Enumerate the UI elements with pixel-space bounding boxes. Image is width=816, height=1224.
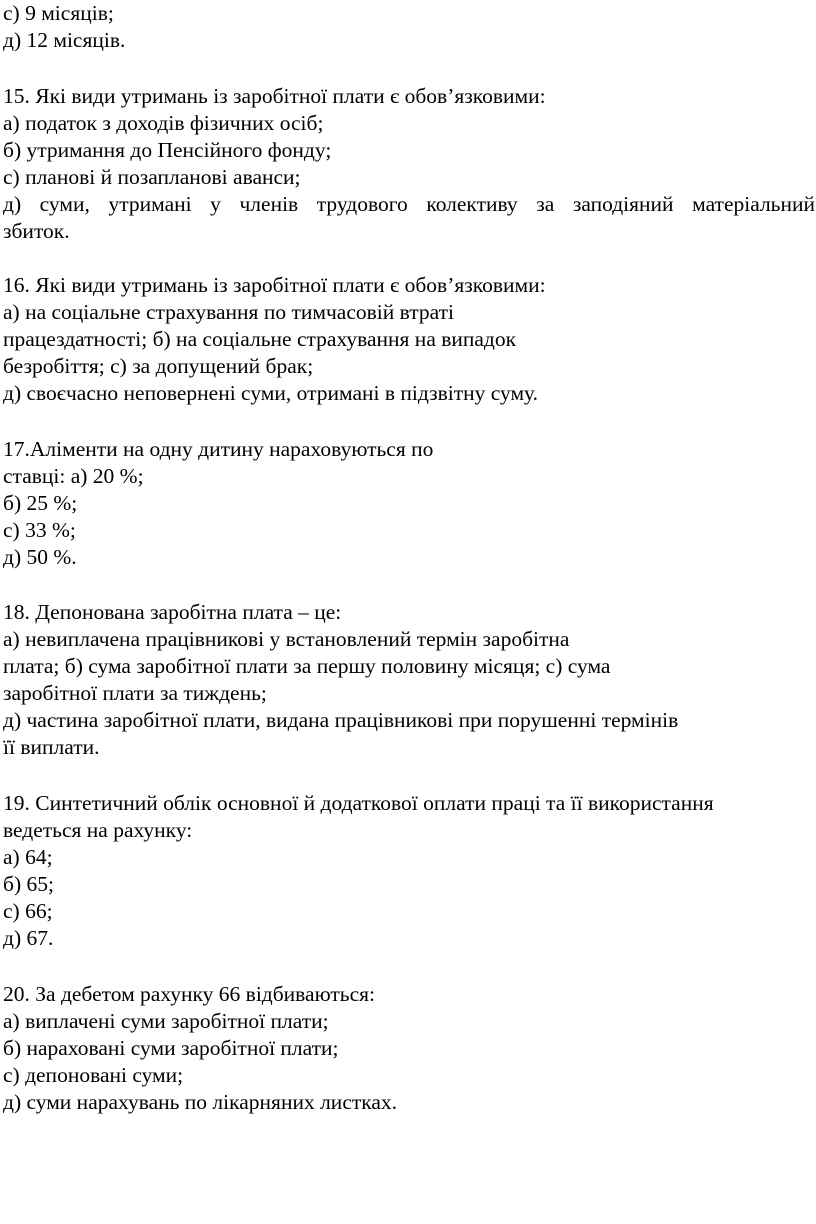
q19-option-d: д) 67.: [3, 926, 54, 950]
q14-option-c: с) 9 місяців;: [3, 1, 114, 25]
q20-option-d: д) суми нарахувань по лікарняних листках.: [3, 1090, 398, 1114]
q19-option-b: б) 65;: [3, 872, 54, 896]
q20-question: 20. За дебетом рахунку 66 відбиваються:: [3, 982, 375, 1006]
q20-option-b: б) нараховані суми заробітної плати;: [3, 1036, 339, 1060]
q18-question: 18. Депонована заробітна плата – це:: [3, 600, 342, 624]
q15-question: 15. Які види утримань із заробітної плати є обов’язковими:: [3, 84, 546, 108]
q17-option-d: д) 50 %.: [3, 545, 77, 569]
q20-option-c: с) депоновані суми;: [3, 1063, 184, 1087]
q18-line4: д) частина заробітної плати, видана працівникові при порушенні термінів: [3, 708, 679, 732]
q19-question-line2: ведеться на рахунку:: [3, 818, 193, 842]
q18-line2: плата; б) сума заробітної плати за першу половину місяця; с) сума: [3, 654, 611, 678]
q19-option-c: с) 66;: [3, 899, 53, 923]
q18-line3: заробітної плати за тиждень;: [3, 681, 267, 705]
q16-question: 16. Які види утримань із заробітної плати є обов’язковими:: [3, 273, 546, 297]
q15-option-a: а) податок з доходів фізичних осіб;: [3, 111, 324, 135]
q16-line4: д) своєчасно неповернені суми, отримані в підзвітну суму.: [3, 381, 539, 405]
q17-line1: ставці: а) 20 %;: [3, 464, 144, 488]
q19-option-a: а) 64;: [3, 845, 53, 869]
q15-option-c: с) планові й позапланові аванси;: [3, 165, 301, 189]
q15-option-b: б) утримання до Пенсійного фонду;: [3, 138, 332, 162]
q17-option-b: б) 25 %;: [3, 491, 78, 515]
q16-line1: а) на соціальне страхування по тимчасовій втраті: [3, 300, 454, 324]
q17-question: 17.Аліменти на одну дитину нараховуються по: [3, 437, 434, 461]
q15-option-d-line2: збиток.: [3, 219, 70, 243]
q19-question-line1: 19. Синтетичний облік основної й додаткової оплати праці та її використання: [3, 791, 714, 815]
q14-option-d: д) 12 місяців.: [3, 28, 126, 52]
q17-option-c: с) 33 %;: [3, 518, 76, 542]
q16-line2: працездатності; б) на соціальне страхування на випадок: [3, 327, 517, 351]
q18-line1: а) невиплачена працівникові у встановлений термін заробітна: [3, 627, 570, 651]
q15-option-d-line1: д) суми, утримані у членів трудового колективу за заподіяний матеріальний: [3, 192, 815, 216]
q16-line3: безробіття; с) за допущений брак;: [3, 354, 314, 378]
q20-option-a: а) виплачені суми заробітної плати;: [3, 1009, 329, 1033]
q18-line5: її виплати.: [3, 735, 100, 759]
